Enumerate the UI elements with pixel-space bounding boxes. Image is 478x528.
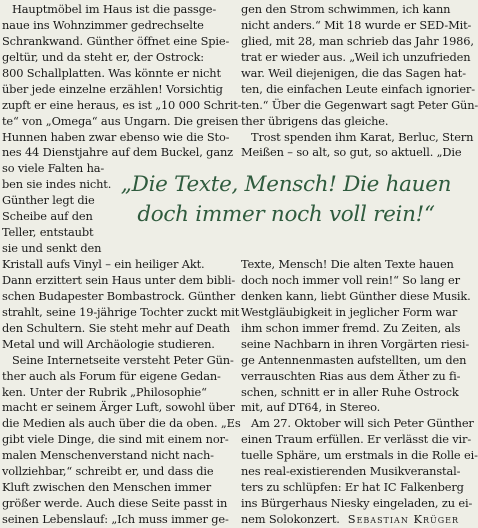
article-line: Hunnen haben zwar ebenso wie die Sto- xyxy=(2,129,230,144)
article-line: ken. Unter der Rubrik „Philosophie“ xyxy=(2,384,207,399)
article-line: ge Antennenmasten aufstellten, um den xyxy=(241,352,467,367)
article-line: Texte, Mensch! Die alten Texte hauen xyxy=(241,257,454,271)
article-line: größer werde. Auch diese Seite passt in xyxy=(2,496,228,511)
article-line: nes 44 Dienstjahre auf dem Buckel, ganz xyxy=(2,145,234,160)
article-line: Scheibe auf den xyxy=(2,209,93,224)
article-line: schen, schnitt er in aller Ruhe Ostrock xyxy=(241,384,459,399)
article-line: ther auch als Forum für eigene Gedan- xyxy=(2,368,221,383)
article-line-text: nem Solokonzert. xyxy=(241,512,340,526)
article-line: naue ins Wohnzimmer gedrechselte xyxy=(2,17,204,32)
article-line: ihm schon immer fremd. Zu Zeiten, als xyxy=(241,320,461,335)
article-line: ben sie indes nicht. xyxy=(2,177,112,192)
article-line: ins Bürgerhaus Niesky eingeladen, zu ei- xyxy=(241,496,473,511)
article-line: 800 Schallplatten. Was könnte er nicht xyxy=(2,65,221,80)
article-line: den Schultern. Sie steht mehr auf Death xyxy=(2,320,230,335)
article-line: denken kann, liebt Günther diese Musik. xyxy=(241,288,471,303)
article-line: glied, mit 28, man schrieb das Jahr 1986, xyxy=(241,33,474,48)
article-line: Am 27. Oktober will sich Peter Günther xyxy=(251,416,474,431)
article-line: seine Nachbarn in ihren Vorgärten riesi- xyxy=(241,336,470,351)
article-line: Teller, entstaubt xyxy=(2,225,94,240)
article-line: Meißen – so alt, so gut, so aktuell. „Die xyxy=(241,145,462,160)
article-line: ters zu schlüpfen: Er hat IC Falkenberg xyxy=(241,480,464,495)
article-line: über jede einzelne erzählen! Vorsichtig xyxy=(2,81,223,96)
article-line: nes real-existierenden Musikveranstal- xyxy=(241,464,461,479)
author-byline: Sebastian Krüger xyxy=(347,512,459,526)
pull-quote-line: „Die Texte, Mensch! Die hauen xyxy=(120,172,452,197)
article-column-right xyxy=(241,2,478,528)
article-line xyxy=(241,512,459,528)
article-line: nicht anders.“ Mit 18 wurde er SED-Mit- xyxy=(241,17,472,32)
article-line: Schrankwand. Günther öffnet eine Spie- xyxy=(2,33,230,48)
article-line: ther übrigens das gleiche. xyxy=(241,113,389,128)
article-line: sie und senkt den xyxy=(2,241,102,256)
article-line: gen den Strom schwimmen, ich kann xyxy=(241,2,451,16)
article-line: verrauschten Rias aus dem Äther zu fi- xyxy=(241,368,461,383)
pull-quote xyxy=(108,170,464,230)
article-line xyxy=(241,241,459,257)
article-line: te“ von „Omega“ aus Ungarn. Die greisen xyxy=(2,113,239,128)
article-line: geltür, und da steht er, der Ostrock: xyxy=(2,49,204,64)
pull-quote-line: doch immer noch voll rein!“ xyxy=(137,202,435,227)
article-line: Westgläubigkeit in jeglicher Form war xyxy=(241,304,458,319)
article-line: Kluft zwischen den Menschen immer xyxy=(2,480,212,495)
article-column-left xyxy=(2,2,242,528)
article-line: war. Weil diejenigen, die das Sagen hat- xyxy=(241,65,466,80)
article-line: ten, die einfachen Leute einfach ignorier- xyxy=(241,81,475,96)
article-line: gibt viele Dinge, die sind mit einem nor- xyxy=(2,432,229,447)
article-line: so viele Falten ha- xyxy=(2,161,105,176)
article-line: vollziehbar,“ schreibt er, und dass die xyxy=(2,464,214,479)
article-line: macht er seinem Ärger Luft, sowohl über xyxy=(2,400,235,415)
article-line: zupft er eine heraus, es ist „10 000 Schrit- xyxy=(2,97,242,112)
article-line: malen Menschenverstand nicht nach- xyxy=(2,448,214,463)
article-line: die Medien als auch über die da oben. „Es xyxy=(2,416,241,431)
article-line: Metal und will Archäologie studieren. xyxy=(2,336,215,351)
article-line: Günther legt die xyxy=(2,193,95,208)
article-line: einen Traum erfüllen. Er verlässt die vir- xyxy=(241,432,472,447)
article-line: ten.“ Über die Gegenwart sagt Peter Gün- xyxy=(241,97,478,112)
article-line: trat er wieder aus. „Weil ich unzufrieden xyxy=(241,49,471,64)
article-line: Seine Internetseite versteht Peter Gün- xyxy=(12,352,234,367)
article-line: Dann erzittert sein Haus unter dem bibli- xyxy=(2,272,236,287)
article-line: Hauptmöbel im Haus ist die passge- xyxy=(12,2,217,16)
article-line: schen Budapester Bombastrock. Günther xyxy=(2,288,235,303)
article-line: tuelle Sphäre, um erstmals in die Rolle ei- xyxy=(241,448,478,463)
article-line: strahlt, seine 19-jährige Tochter zuckt mit xyxy=(2,304,240,319)
article-line: Kristall aufs Vinyl – ein heiliger Akt. xyxy=(2,257,205,271)
article-line: doch noch immer voll rein!“ So lang er xyxy=(241,272,460,287)
article-line: seinen Lebenslauf: „Ich muss immer ge- xyxy=(2,512,229,526)
article-line: mit, auf DT64, in Stereo. xyxy=(241,400,381,415)
article-line: Trost spenden ihm Karat, Berluc, Stern xyxy=(251,129,474,144)
